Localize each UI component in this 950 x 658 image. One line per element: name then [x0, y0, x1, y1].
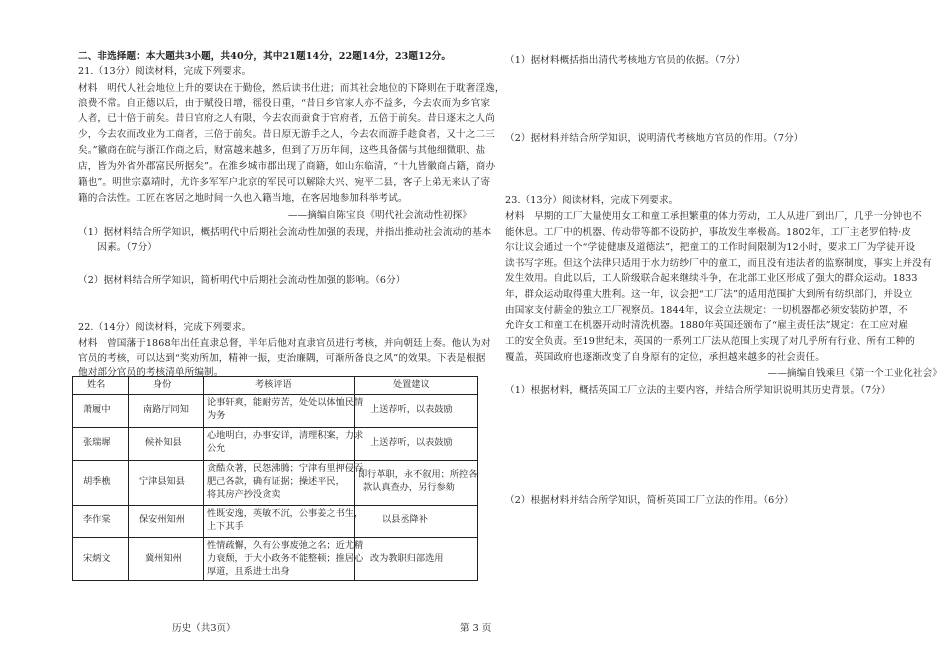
official-comment-line: 将其房产抄没贪卖 [207, 489, 281, 500]
q21-sub1-line: 因素。（7分） [78, 242, 157, 253]
official-action-line: 款认真查办，另行参劾 [363, 482, 455, 493]
q21-material-line: 籍也”。明世宗嘉靖时，尤许多军军户北京的军民可以解除大兴、宛平二县，客子上弟无来认了寄 [78, 177, 491, 188]
q21-source: ——摘编自陈宝良《明代社会流动性初探》 [287, 210, 472, 221]
official-action-line: 即行革职，永不叙用；所控各 [358, 469, 478, 480]
q23-material-line: 尔让议会通过一个“学徒健康及道德法”，把童工的工作时间限制为12小时，要求工厂为学徒开设 [505, 242, 916, 253]
official-role: 保安州知州 [139, 514, 185, 525]
table-header-row [73, 377, 477, 395]
q23-header: 23.（13分）阅读材料，完成下列要求。 [505, 195, 679, 206]
official-role: 南路厅同知 [143, 404, 189, 415]
q21-material-line: 浪费不常。自正德以后，由于赋役日增，徭役日重，“昔日乡官家人亦不益多，今去农而为乡官家 [78, 98, 491, 109]
footer-page-number: 第 3 页 [460, 623, 492, 634]
official-comment-line: 性情疏懈，久有公事废弛之名；近尤精 [207, 540, 364, 551]
official-action-line: 上送荐听，以表鼓励 [370, 437, 453, 448]
official-comment-line: 上下其手 [207, 521, 244, 532]
official-name: 胡季樵 [83, 476, 111, 487]
table-header-name: 姓名 [87, 379, 106, 390]
q23-sub2: （2）根据材料并结合所学知识，简析英国工厂立法的作用。（6分） [505, 495, 794, 506]
official-comment-line: 为务 [207, 410, 226, 421]
table-row [73, 394, 477, 428]
q21-header: 21.（13分）阅读材料，完成下列要求。 [78, 66, 252, 77]
q23-material-line: 材料 早期的工厂大量使用女工和童工承担繁重的体力劳动，工人从进厂到出厂，几乎一分钟也不 [505, 211, 922, 222]
official-name: 李作棠 [83, 514, 111, 525]
table-header-action: 处置建议 [393, 379, 430, 390]
q22-sub2: （2）据材料并结合所学知识，说明清代考核地方官员的作用。（7分） [505, 133, 804, 144]
q21-sub2: （2）据材料结合所学知识，简析明代中后期社会流动性加强的影响。（6分） [78, 275, 406, 286]
official-action-line: 以县丞降补 [382, 514, 428, 525]
q21-sub1-line: （1）据材料结合所学知识，概括明代中后期社会流动性加强的表现，并指出推动社会流动的基本 [78, 227, 492, 238]
table-row [73, 537, 477, 581]
official-comment-line: 论事轩爽，能耐劳苦，处处以体恤民情 [207, 397, 364, 408]
official-comment-line: 贪酷众著，民怨沸腾；宁津有里押侵吞 [207, 463, 364, 474]
official-role: 候补知县 [145, 437, 182, 448]
official-role: 宁津县知县 [139, 476, 185, 487]
footer-subject: 历史（共3页） [172, 623, 236, 634]
official-action-line: 改为教职归部选用 [370, 553, 444, 564]
table-row [73, 460, 477, 506]
section-header: 二、非选择题：本大题共3小题，共40分，其中21题14分，22题14分，23题12分。 [78, 51, 452, 62]
q21-material-line: 矣。”徽商在皖与浙江作商之后，财富越来越多，但到了万历年间，这些具备儒与其他细微职、盐 [78, 145, 486, 156]
q23-source: ——摘编自钱乘旦《第一个工业化社会》 [767, 368, 942, 379]
assessment-table [72, 376, 478, 581]
q22-material-line: 官员的考核，可以达到“奖劝所加，精神一振，吏治廉隅，可渐所备良之风”的效果。下表是根据 [78, 353, 486, 364]
official-name: 宋炳文 [83, 553, 111, 564]
official-comment-line: 厚道，且系进士出身 [207, 566, 290, 577]
q22-sub1: （1）据材料概括指出清代考核地方官员的依据。（7分） [505, 55, 746, 66]
q21-material-line: 少，今去农而改业为工商者，三倍于前矣。昔日原无游手之人，今去农而游手趁食者，又十之二三 [78, 129, 495, 140]
q23-material-line: 工的安全负责。至19世纪末，英国的一系列工厂法从范围上实现了对几乎所有行业、所有工种的 [505, 336, 915, 347]
q21-material-line: 材料 明代人社会地位上升的要诀在于勤俭，然后读书仕进；而其社会地位的下降则在于耽奢淫逸， [78, 83, 505, 94]
official-comment-line: 性既安逸，英敏不沉，公事姜之书生， [207, 508, 364, 519]
q23-material-line: 覆盖，英国政府也逐渐改变了自身原有的定位，承担越来越多的社会责任。 [505, 352, 825, 363]
official-name: 张瑞墀 [83, 437, 111, 448]
q23-material-line: 年，群众运动取得重大胜利。这一年，议会把“工厂法”的适用范围扩大到所有纺织部门，并设立 [505, 289, 913, 300]
official-action-line: 上送荐听，以表鼓励 [370, 404, 453, 415]
q22-header: 22.（14分）阅读材料，完成下列要求。 [78, 322, 252, 333]
q23-material-line: 由国家支付薪金的独立工厂视察员。1844年，议会立法规定：一切机器都必须安装防护罩，不 [505, 305, 908, 316]
table-row [73, 505, 477, 538]
q21-material-line: 店，皆为外省外郡富民所据矣”。在淮乡城市郡出现了商籍，如山东临清，“十九皆徽商占籍，商办 [78, 161, 496, 172]
table-row [73, 427, 477, 461]
q22-material-line: 材料 曾国藩于1868年出任直隶总督，半年后他对直隶官员进行考核，并向朝廷上奏。他认为对 [78, 338, 491, 349]
q22-material-line: 他对部分官员的考核清单所编制。 [78, 367, 224, 378]
official-comment-line: 公允 [207, 443, 226, 454]
official-comment-line: 力衰颓，于大小政务不能整顿；推居心 [207, 553, 364, 564]
q23-sub1: （1）根据材料，概括英国工厂立法的主要内容，并结合所学知识说明其历史背景。（7分） [505, 385, 891, 396]
q23-material-line: 允许女工和童工在机器开动时清洗机器。1880年英国还颁布了“雇主责任法”规定：在工应对雇 [505, 320, 909, 331]
table-header-comment: 考核评语 [255, 379, 292, 390]
q23-material-line: 能休息。工厂中的机器、传动带等都不设防护，事故发生率极高。1802年，工厂主老罗伯特·皮 [505, 227, 912, 238]
official-name: 萧履中 [83, 404, 111, 415]
q21-material-line: 籍的合法性。工匠在客居之地时间一久也入籍当地，在客居地参加科举考试。 [78, 193, 408, 204]
official-role: 冀州知州 [145, 553, 182, 564]
official-comment-line: 心地明白，办事安详，清理积案，力求 [207, 430, 364, 441]
q23-material-line: 发生效用。自此以后，工人阶级联合起来继续斗争，在北部工业区形成了强大的群众运动。1833 [505, 273, 918, 284]
official-comment-line: 肥己各款，确有证据；操述平民， [207, 476, 345, 487]
table-header-role: 身份 [153, 379, 172, 390]
q21-material-line: 人者，已十倍于前矣。昔日官府之人有限，今去农而蚕食于官府者，五倍于前矣。昔日逐末之人尚 [78, 113, 495, 124]
q23-material-line: 读书写字班。但这个法律只适用于水力纺纱厂中的童工，而且没有违法者的监察制度，事实上并没有 [505, 258, 932, 269]
